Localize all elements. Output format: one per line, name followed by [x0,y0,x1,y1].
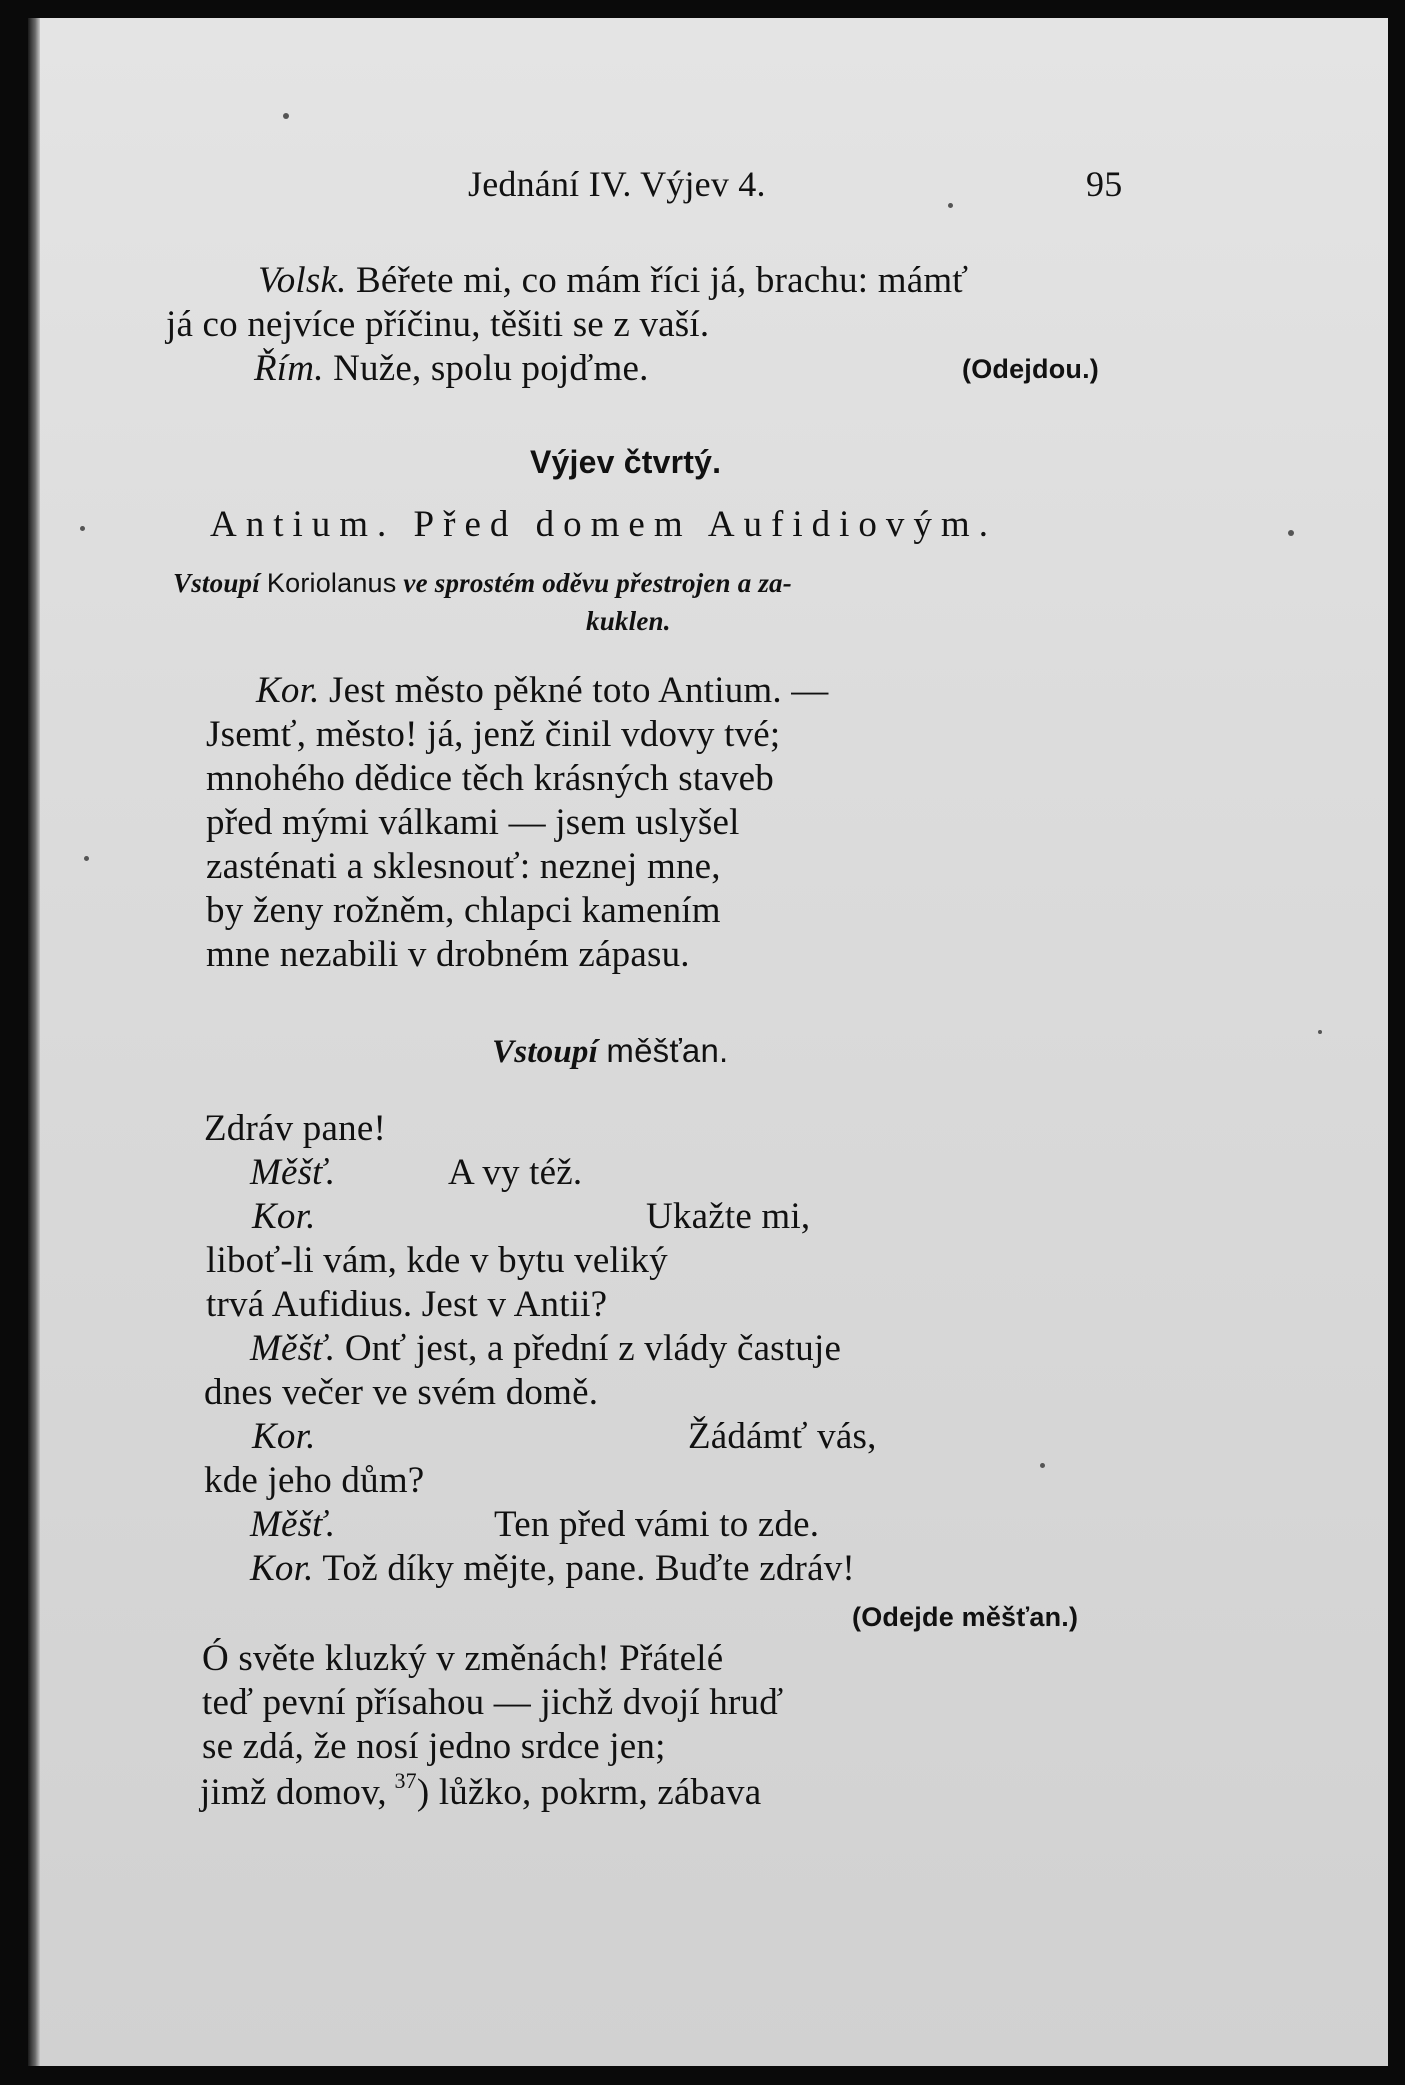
line: Onť jest, a přední z vlády častuje [344,1328,842,1369]
line: A vy též. [448,1152,583,1193]
page-binding-edge [28,18,40,2066]
direction-verb: Vstoupí [492,1034,598,1070]
footnote-mark: 37 [394,1768,417,1793]
speech-volsk [258,262,968,299]
print-speck [948,203,953,208]
book-page [28,18,1388,2066]
scene-heading: Výjev čtvrtý. [530,444,722,480]
verse-line: mne nezabili v drobném zápasu. [206,934,690,975]
speaker-mest: Měšť. [250,1152,336,1193]
stage-direction-enter [173,570,792,597]
scene-location: Antium. Před domem Aufidiovým. [210,504,997,545]
character-name: Koriolanus [266,568,397,598]
running-title: Jednání IV. Výjev 4. [468,164,766,204]
stage-direction-enter-cont: kuklen. [586,606,671,636]
speaker-kor: Kor. [252,1196,316,1237]
speaker-kor: Kor. [252,1416,316,1457]
print-speck [80,526,85,531]
speech-mest [250,1330,841,1367]
speaker-kor: Kor. [256,670,320,711]
verse-line: se zdá, že nosí jedno srdce jen; [202,1726,666,1767]
line: Béřete mi, co mám říci já, brachu: mámť [356,260,969,301]
speaker-volsk: Volsk. [258,260,347,301]
direction-verb: Vstoupí [173,568,260,598]
speech-rim [254,350,649,387]
stage-direction-citizen [492,1034,728,1069]
line: Ukažte mi, [646,1196,811,1237]
line: dnes večer ve svém domě. [204,1372,599,1413]
verse-line: před mými válkami — jsem uslyšel [206,802,740,843]
character-name: měšťan. [606,1032,729,1069]
speaker-mest: Měšť. [250,1328,336,1369]
line: Zdráv pane! [204,1108,386,1149]
stage-direction-exit-citizen: (Odejde měšťan.) [852,1602,1079,1632]
speaker-mest: Měšť. [250,1504,336,1545]
line: liboť-li vám, kde v bytu veliký [206,1240,668,1281]
print-speck [283,113,289,119]
line: Nuže, spolu pojďme. [333,348,649,389]
verse-line: Ó světe kluzký v změnách! Přátelé [202,1638,724,1679]
verse-line: zasténati a sklesnouť: neznej mne, [206,846,721,887]
speaker-rim: Řím. [254,348,324,389]
line: trvá Aufidius. Jest v Antii? [206,1284,608,1325]
line: Tož díky mějte, pane. Buďte zdráv! [322,1548,855,1589]
stage-direction-exit: (Odejdou.) [962,354,1099,384]
print-speck [1288,530,1294,536]
verse-line: by ženy rožněm, chlapci kamením [206,890,721,931]
line: já co nejvíce příčinu, těšiti se z vaší. [166,304,710,345]
page-number: 95 [1086,164,1123,204]
speech-kor [250,1550,855,1587]
verse-text: jimž domov, [200,1772,387,1813]
line: Ten před vámi to zde. [494,1504,820,1545]
speech-kor-monologue [256,672,829,709]
print-speck [1040,1463,1045,1468]
direction-text: ve sprostém oděvu přestrojen a za- [403,568,792,598]
speaker-kor: Kor. [250,1548,314,1589]
line: kde jeho dům? [204,1460,425,1501]
verse-line: Jsemť, město! já, jenž činil vdovy tvé; [206,714,781,755]
verse-text: ) lůžko, pokrm, zábava [416,1772,762,1813]
verse-line: teď pevní přísahou — jichž dvojí hruď [202,1682,784,1723]
line: Žádámť vás, [688,1416,877,1457]
print-speck [1318,1030,1322,1034]
verse-line [200,1768,762,1813]
verse-line: Jest město pěkné toto Antium. — [328,670,829,711]
verse-line: mnohého dědice těch krásných staveb [206,758,774,799]
print-speck [84,856,89,861]
